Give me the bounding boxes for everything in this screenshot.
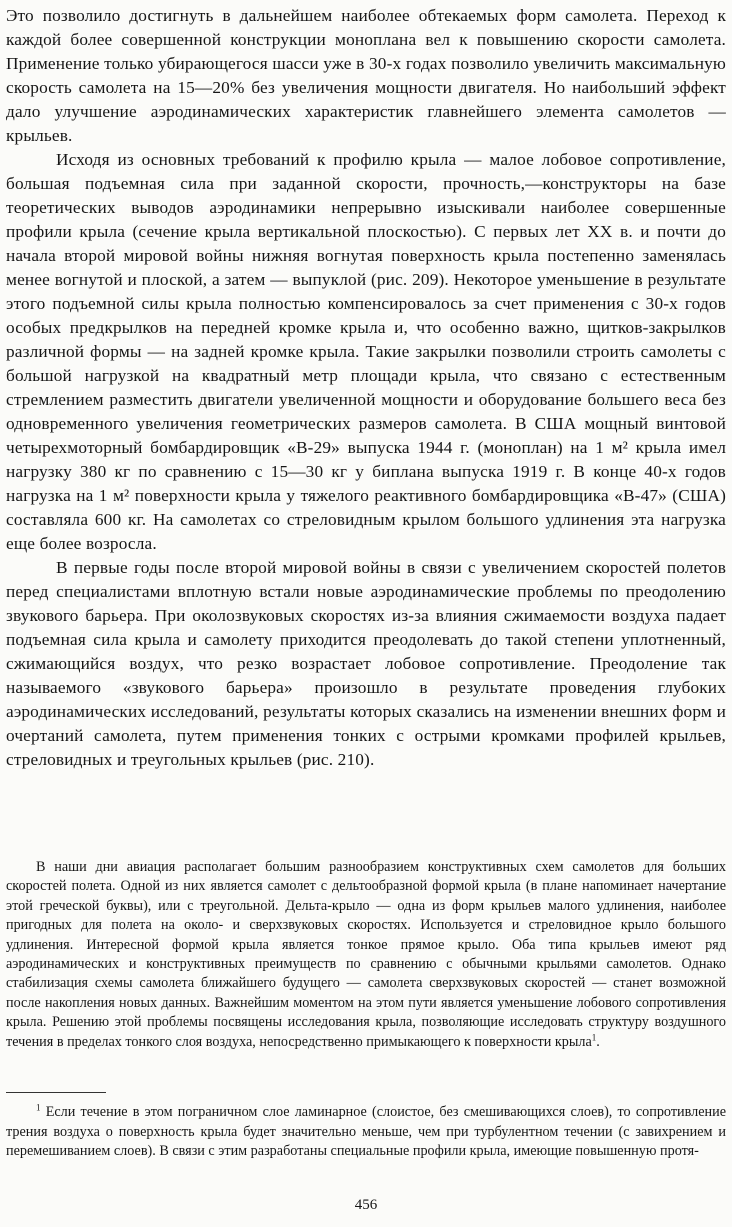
footnote-paragraph xyxy=(6,1103,726,1162)
small-print-paragraph: В наши дни авиация располагает большим разнообразием конструктивных схем самолетов для больших скоростей полета. Одной из них является самолет с дельтообразной формой крыла (в плане напоминает начертание этой греческой буквы), или с треугольной. Дельта-крыло — одна из форм крыльев малого удлинения, наиболее пригодных для полета на около- и сверхзвуковых скоростях. Используется и стреловидное крыло большого удлинения. Интересной формой крыла является тонкое прямое крыло. Оба типа крыльев имеют ряд аэродинамических и конструктивных преимуществ по сравнению с обычными крыльями самолетов. Однако стабилизация схемы самолета ближайшего будущего — самолета сверхзвуковых скоростей — станет возможной после накопления новых данных. Важнейшим моментом на этом пути является уменьшение лобового сопротивления крыла. Решению этой проблемы посвящены исследования крыла, позволяющие исследовать структуру воздушного течения в пределах тонкого слоя воздуха, непосредственно примыкающего к поверхности крыла$^1$. xyxy=(6,859,726,1050)
main-text xyxy=(6,4,726,772)
footnote-marker: 1 xyxy=(36,1102,41,1113)
small-print-text: В наши дни авиация располагает большим разнообразием конструктивных схем самолетов для больших скоростей полета. Одной из них является самолет с дельтообразной формой крыла (в плане напоминает начертание этой греческой буквы), или с треугольной. Дельта-крыло — одна из форм крыльев малого удлинения, наиболее пригодных для полета на около- и сверхзвуковых скоростях. Используется и стреловидное крыло большого удлинения. Интересной формой крыла является тонкое прямое крыло. Оба типа крыльев имеют ряд аэродинамических и конструктивных преимуществ по сравнению с обычными крыльями самолетов. Однако стабилизация схемы самолета ближайшего будущего — самолета сверхзвуковых скоростей — станет возможной после накопления новых данных. Важнейшим моментом на этом пути является уменьшение лобового сопротивления крыла. Решению этой проблемы посвящены исследования крыла, позволяющие исследовать структуру воздушного течения в пределах тонкого слоя воздуха, непосредственно примыкающего к поверхности крыла xyxy=(6,859,726,1050)
paragraph-2: Исходя из основных требований к профилю крыла — малое лобовое сопротивление, большая подъемная сила при заданной скорости, прочность,—конструкторы на базе теоретических выводов аэродинамики непрерывно изыскивали наиболее совершенные профили крыла (сечение крыла вертикальной плоскостью). С первых лет XX в. и почти до начала второй мировой войны нижняя вогнутая поверхность крыла постепенно заменялась менее вогнутой и плоской, а затем — выпуклой (рис. 209). Некоторое уменьшение в результате этого подъемной силы крыла полностью компенсировалось за счет применения с 30-х годов особых предкрылков на передней кромке крыла и, что особенно важно, щитков-закрылков различной формы — на задней кромке крыла. Такие закрылки позволили строить самолеты с большой нагрузкой на квадратный метр площади крыла, что связано с естественным стремлением разместить двигатели увеличенной мощности и оборудование большего веса без одновременного увеличения геометрических размеров самолета. В США мощный винтовой четырехмоторный бомбардировщик «В-29» выпуска 1944 г. (моноплан) на 1 м² крыла имел нагрузку 380 кг по сравнению с 15—30 кг у биплана выпуска 1919 г. В конце 40-х годов нагрузка на 1 м² поверхности крыла у тяжелого реактивного бомбардировщика «В-47» (США) составляла 600 кг. На самолетах со стреловидным крылом большого удлинения эта нагрузка еще более возросла. xyxy=(6,150,726,553)
footnote-reference: 1 xyxy=(591,1031,597,1042)
paragraph-3: В первые годы после второй мировой войны в связи с увеличением скоростей полетов перед специалистами вплотную встали новые аэродинамические проблемы по преодолению звукового барьера. При околозвуковых скоростях из-за влияния сжимаемости воздуха падает подъемная сила крыла и самолету приходится преодолевать до такой степени уплотненный, сжимающийся воздух, что резко возрастает лобовое сопротивление. Преодоление так называемого «звукового барьера» произошло в результате проведения глубоких аэродинамических исследований, результаты которых сказались на изменении внешних форм и очертаний самолета, путем применения тонких с острыми кромками профилей крыльев, стреловидных и треугольных крыльев (рис. 210). xyxy=(6,558,726,769)
footnote-divider xyxy=(6,1092,106,1093)
page-number: 456 xyxy=(354,1197,378,1213)
footnote-text: Если течение в этом пограничном слое ламинарное (слоистое, без смешивающихся слоев), то сопротивление трения воздуха о поверхность крыла будет значительно меньше, чем при турбулентном течении (с завихрением и перемешиванием слоев). В связи с этим разработаны специальные профили крыла, имеющие повышенную протя- xyxy=(6,1104,726,1160)
paragraph-1: Это позволило достигнуть в дальнейшем наиболее обтекаемых форм самолета. Переход к каждой более совершенной конструкции моноплана вел к повышению скорости самолета. Применение только убирающегося шасси уже в 30-х годах позволило увеличить максимальную скорость самолета на 15—20% без увеличения мощности двигателя. Но наибольший эффект дало улучшение аэродинамических характеристик главнейшего элемента самолетов — крыльев. xyxy=(6,6,726,145)
footnote xyxy=(6,1103,726,1162)
small-print-block xyxy=(6,858,726,1052)
